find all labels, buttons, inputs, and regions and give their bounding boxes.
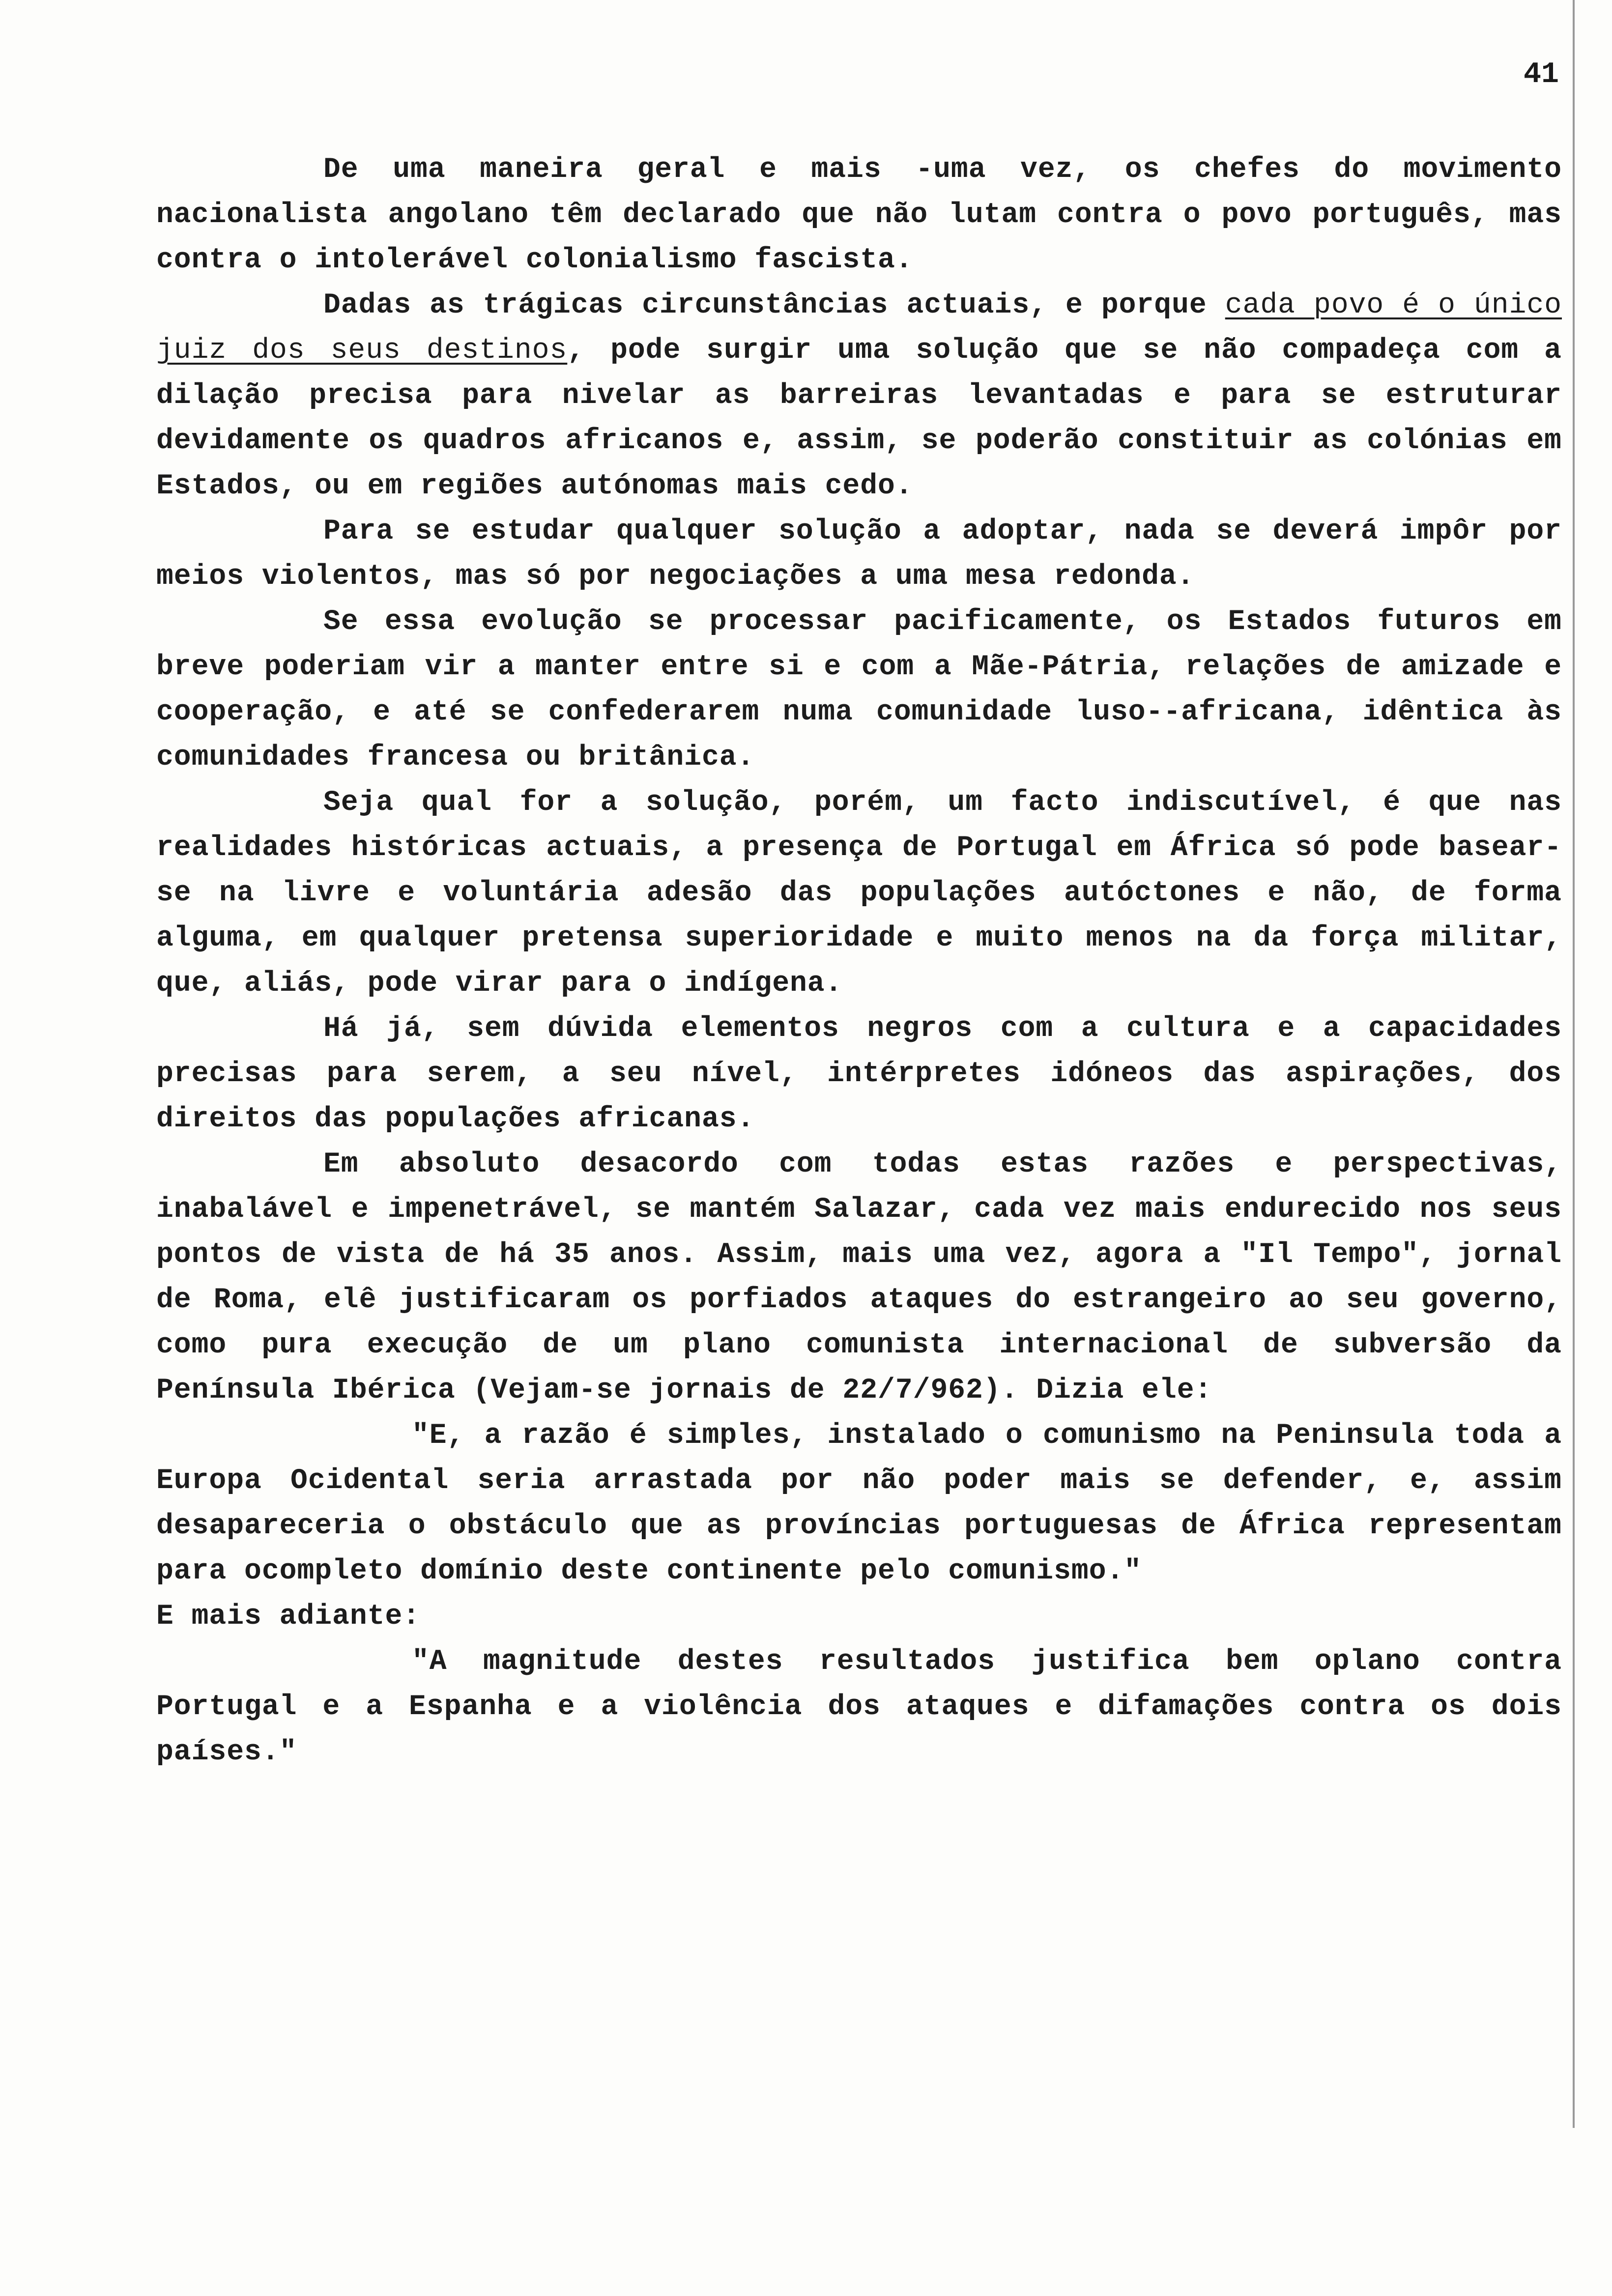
paragraph-5 bbox=[156, 780, 1562, 1006]
paragraph-4 bbox=[156, 600, 1562, 780]
paragraph-3 bbox=[156, 509, 1562, 600]
document-body bbox=[156, 147, 1562, 1775]
paragraph-text: Dadas as trágicas circunstâncias actuais, e porque bbox=[323, 289, 1225, 321]
paragraph-text: E mais adiante: bbox=[156, 1601, 421, 1633]
paragraph-text: Há já, sem dúvida elementos negros com a cultura e a capacidades precisas para serem, a seu nível, intérpretes idóneos das aspirações, dos direitos das populações africanas. bbox=[156, 1013, 1562, 1135]
transition-line bbox=[156, 1594, 1562, 1639]
quotation-text: "A magnitude destes resultados justifica bem oplano contra Portugal e a Espanha e a violência dos ataques e difamações contra os dois países." bbox=[156, 1646, 1562, 1768]
page-number: 41 bbox=[1524, 58, 1559, 91]
paragraph-1 bbox=[156, 147, 1562, 283]
paragraph-2 bbox=[156, 283, 1562, 509]
paragraph-6 bbox=[156, 1006, 1562, 1142]
paragraph-text: Para se estudar qualquer solução a adoptar, nada se deverá impôr por meios violentos, mas só por negociações a uma mesa redonda. bbox=[156, 516, 1562, 593]
paragraph-text: Se essa evolução se processar pacificamente, os Estados futuros em breve poderiam vir a manter entre si e com a Mãe-Pátria, relações de amizade e cooperação, e até se confederarem numa comunidade luso--africana, idêntica às comunidades francesa ou britânica. bbox=[156, 606, 1562, 774]
margin-rule bbox=[1573, 0, 1575, 2128]
paragraph-7 bbox=[156, 1142, 1562, 1413]
paragraph-text: , pode surgir uma solução que se não compadeça com a dilação precisa para nivelar as barreiras levantadas e para se estruturar devidamente os quadros africanos e, assim, se poderão constituir as colónias em Estados, ou em regiões autónomas mais cedo. bbox=[156, 335, 1562, 502]
paragraph-text: De uma maneira geral e mais bbox=[323, 154, 916, 186]
quotation-2 bbox=[156, 1639, 1562, 1775]
paragraph-text: Em absoluto desacordo com todas estas razões e perspectivas, inabalável e impenetrável, se mantém Salazar, cada vez mais endurecido nos seus pontos de vista de há 35 anos. Assim, mais uma vez, agora a "Il Tempo", jornal de Roma, elê justificaram os porfiados ataques do estrangeiro ao seu governo, como pura execução de um plano comunista internacional de subversão da Península Ibérica (Vejam-se jornais de 22/7/962). Dizia ele: bbox=[156, 1148, 1562, 1406]
paragraph-text: Seja qual for a solução, porém, um facto indiscutível, é que nas realidades históricas actuais, a presença de Portugal em África só pode basear-se na livre e voluntária adesão das populações autóctones e não, de forma alguma, em qualquer pretensa superioridade e muito menos na da força militar, que, aliás, pode virar para o indígena. bbox=[156, 787, 1562, 1000]
quotation-1 bbox=[156, 1413, 1562, 1594]
paragraph-text: -uma vez, os chefes do movimento nacionalista angolano têm declarado que não lutam contra o povo português, mas contra o intolerável colonialismo fascista. bbox=[156, 154, 1562, 276]
underlined-phrase: cada povo é o único juiz dos seus destinos bbox=[156, 289, 1562, 367]
quotation-text: "E, a razão é simples, instalado o comunismo na Peninsula toda a Europa Ocidental seria arrastada por não poder mais se defender, e, assim desapareceria o obstáculo que as províncias portuguesas de África representam para ocompleto domínio deste continente pelo comunismo." bbox=[156, 1420, 1562, 1587]
